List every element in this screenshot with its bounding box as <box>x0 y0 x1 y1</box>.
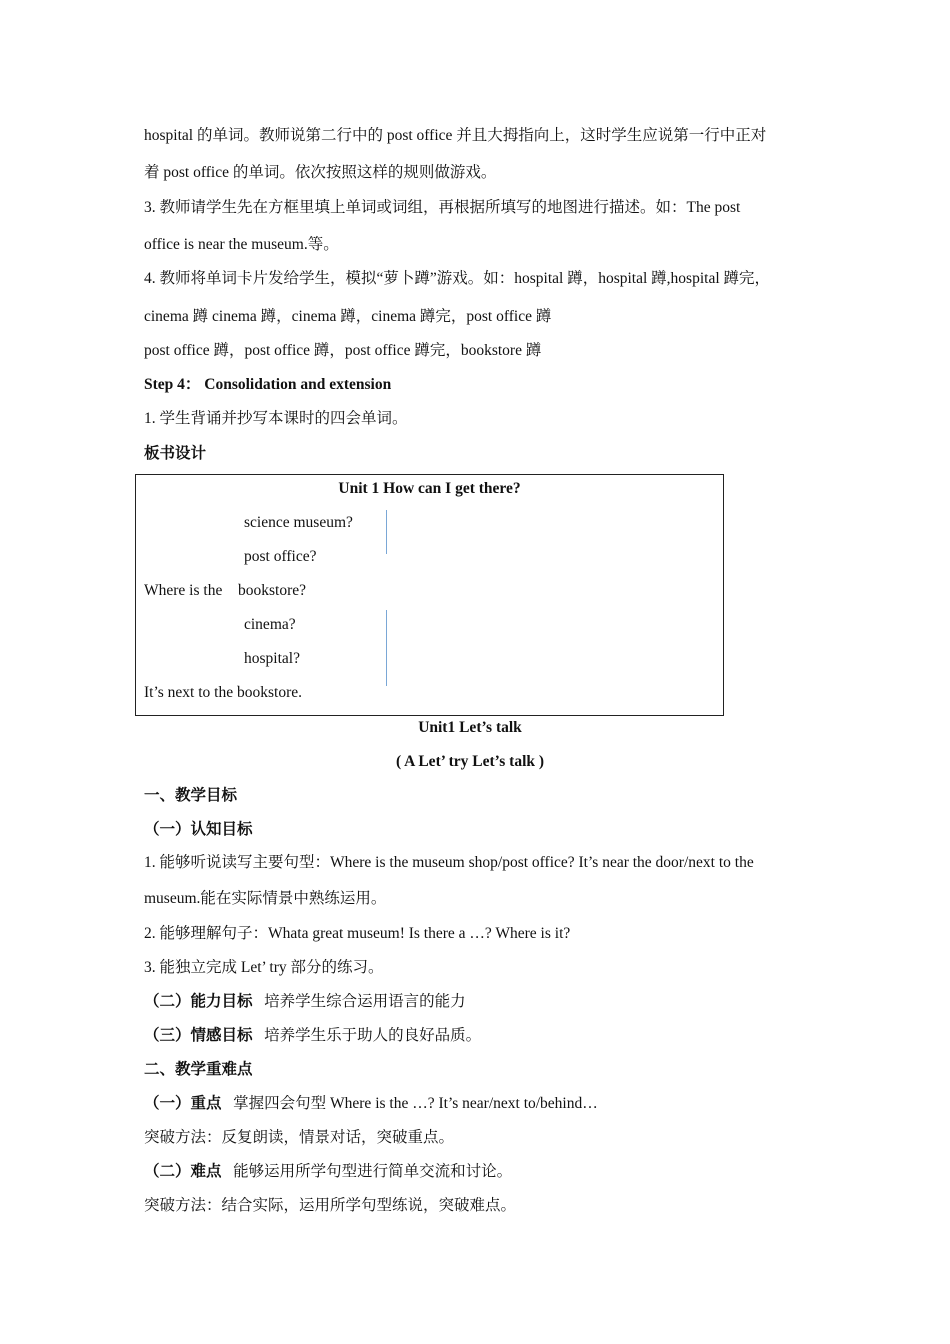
paragraph-line: 2. 能够理解句子：Whata great museum! Is there a …? Where is it? <box>144 925 571 942</box>
board-heading: 板书设计 <box>144 445 207 462</box>
emotion-goal-label: （三）情感目标 <box>144 1027 253 1044</box>
paragraph-line: 着 post office 的单词。依次按照这样的规则做游戏。 <box>144 164 497 181</box>
ability-goal-line <box>144 992 466 1012</box>
key-point-text: 掌握四会句型 Where is the …? It’s near/next to/behind… <box>233 1095 598 1112</box>
paragraph-line: 1. 能够听说读写主要句型：Where is the museum shop/post office? It’s near the door/next to the <box>144 854 754 871</box>
board-word: bookstore? <box>238 582 307 599</box>
key-point-line <box>144 1094 598 1114</box>
paragraph-line: 突破方法：反复朗读，情景对话，突破重点。 <box>144 1129 455 1146</box>
board-answer: It’s next to the bookstore. <box>144 684 302 701</box>
paragraph-line: post office 蹲，post office 蹲，post office 蹲完，bookstore 蹲 <box>144 342 542 359</box>
subsection-heading: （一）认知目标 <box>144 821 253 838</box>
paragraph-line: museum.能在实际情景中熟练运用。 <box>144 890 387 907</box>
paragraph-line: 3. 能独立完成 Let’ try 部分的练习。 <box>144 959 384 976</box>
difficulty-text: 能够运用所学句型进行简单交流和讨论。 <box>233 1163 513 1180</box>
ability-goal-label: （二）能力目标 <box>144 993 253 1010</box>
ability-goal-text: 培养学生综合运用语言的能力 <box>264 993 466 1010</box>
emotion-goal-line <box>144 1026 481 1046</box>
difficulty-label: （二）难点 <box>144 1163 222 1180</box>
step4-item: 1. 学生背诵并抄写本课时的四会单词。 <box>144 410 408 427</box>
brace-line <box>386 610 387 686</box>
step4-heading: Step 4： Consolidation and extension <box>144 376 392 393</box>
board-title: Unit 1 How can I get there? <box>338 480 521 497</box>
section-heading: 一、教学目标 <box>144 787 238 804</box>
board-design-box <box>135 474 724 716</box>
board-word: cinema? <box>244 616 296 633</box>
difficulty-line <box>144 1162 512 1182</box>
board-prefix: Where is the <box>144 582 223 599</box>
section-heading: 二、教学重难点 <box>144 1061 253 1078</box>
brace-line <box>386 510 387 554</box>
emotion-goal-text: 培养学生乐于助人的良好品质。 <box>264 1027 482 1044</box>
paragraph-line: 4. 教师将单词卡片发给学生，模拟“萝卜蹲”游戏。如：hospital 蹲，hospital 蹲,hospital 蹲完， <box>144 270 771 287</box>
key-point-label: （一）重点 <box>144 1095 222 1112</box>
board-word: post office? <box>244 548 317 565</box>
lesson-subtitle: ( A Let’ try Let’s talk ) <box>395 753 545 770</box>
board-word: hospital? <box>244 650 300 667</box>
lesson-title: Unit1 Let’s talk <box>418 719 522 736</box>
paragraph-line: 3. 教师请学生先在方框里填上单词或词组，再根据所填写的地图进行描述。如：The post <box>144 199 741 216</box>
paragraph-line: cinema 蹲 cinema 蹲，cinema 蹲，cinema 蹲完，post office 蹲 <box>144 308 552 325</box>
board-word: science museum? <box>244 514 353 531</box>
paragraph-line: office is near the museum.等。 <box>144 236 339 253</box>
paragraph-line: 突破方法：结合实际，运用所学句型练说，突破难点。 <box>144 1197 517 1214</box>
paragraph-line: hospital 的单词。教师说第二行中的 post office 并且大拇指向上，这时学生应说第一行中正对 <box>144 127 767 144</box>
